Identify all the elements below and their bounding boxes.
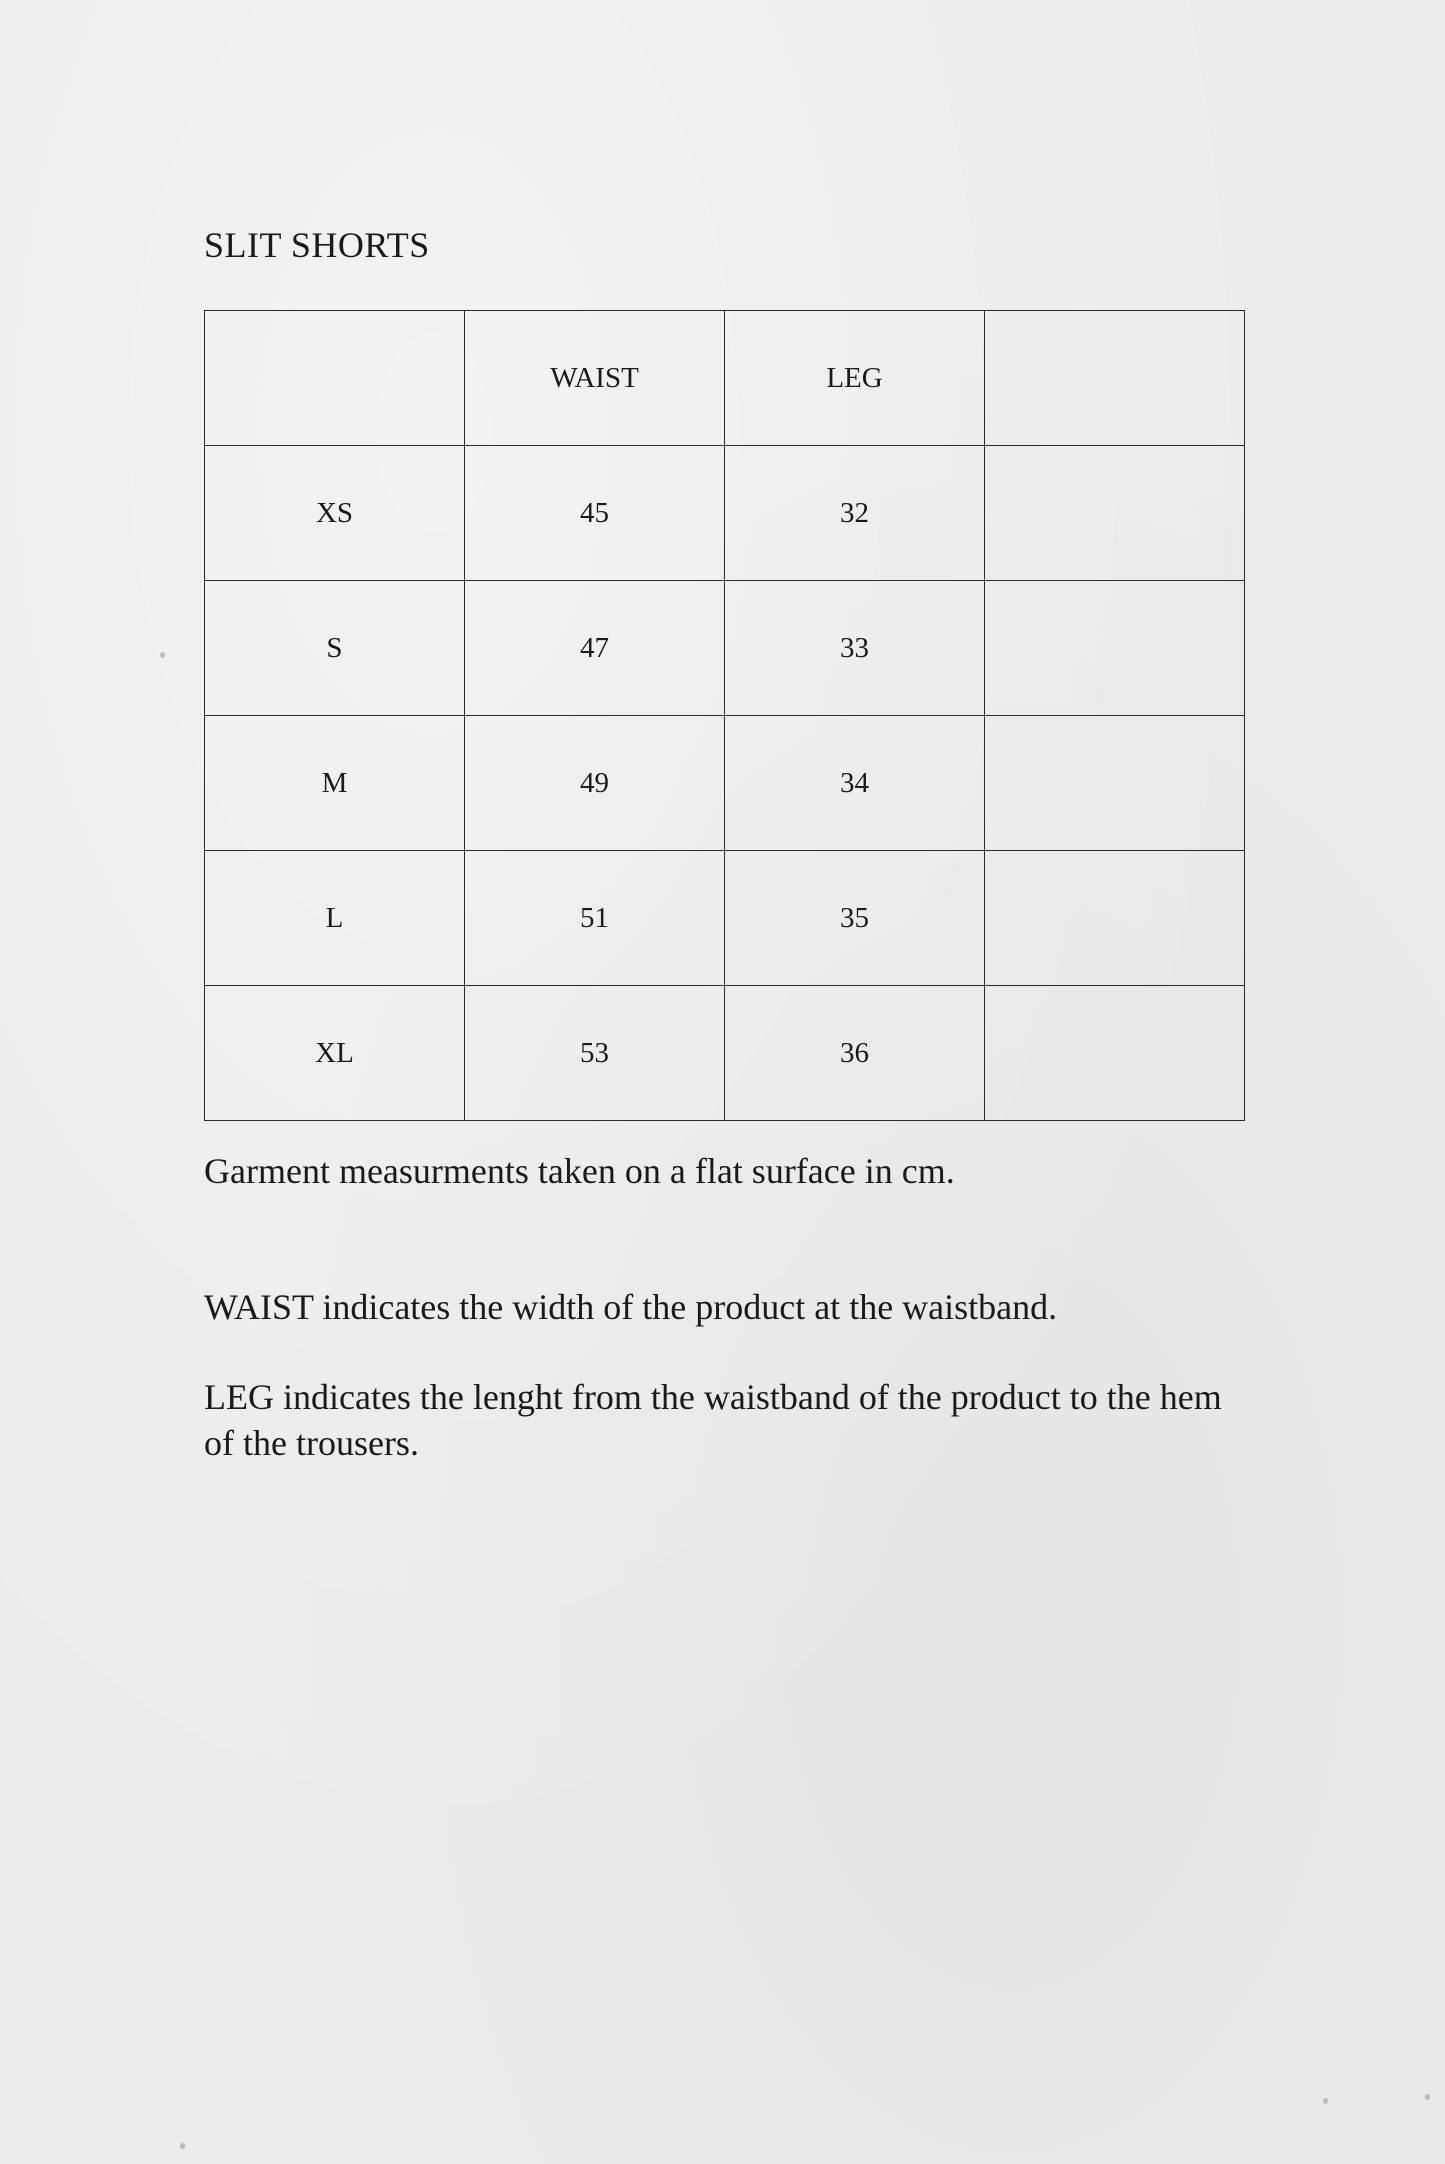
notes-section — [204, 1148, 1244, 1466]
empty-cell — [985, 851, 1245, 986]
waist-cell: 53 — [465, 986, 725, 1121]
leg-cell: 34 — [725, 716, 985, 851]
paper-speck — [160, 652, 165, 658]
table-header-row — [205, 311, 1245, 446]
leg-cell: 32 — [725, 446, 985, 581]
table-row — [205, 851, 1245, 986]
empty-cell — [985, 446, 1245, 581]
empty-cell — [985, 581, 1245, 716]
table-row — [205, 446, 1245, 581]
empty-cell — [985, 986, 1245, 1121]
waist-cell: 47 — [465, 581, 725, 716]
size-cell: L — [205, 851, 465, 986]
paper-speck — [1425, 2094, 1430, 2100]
paper-speck — [180, 2143, 185, 2149]
waist-cell: 45 — [465, 446, 725, 581]
header-empty-cell — [985, 311, 1245, 446]
size-table — [204, 310, 1245, 1121]
size-guide-page — [204, 218, 1244, 1463]
waist-cell: 51 — [465, 851, 725, 986]
waist-definition: WAIST indicates the width of the product at the waistband. — [204, 1287, 1058, 1327]
size-cell: XL — [205, 986, 465, 1121]
page-title: SLIT SHORTS — [204, 225, 430, 265]
table-row — [205, 716, 1245, 851]
size-cell: M — [205, 716, 465, 851]
paper-speck — [1323, 2098, 1328, 2104]
empty-cell — [985, 716, 1245, 851]
header-leg-cell: LEG — [725, 311, 985, 446]
table-row — [205, 986, 1245, 1121]
header-waist-cell: WAIST — [465, 311, 725, 446]
measurement-note: Garment measurments taken on a flat surface in cm. — [204, 1151, 955, 1191]
size-cell: XS — [205, 446, 465, 581]
size-cell: S — [205, 581, 465, 716]
leg-definition: LEG indicates the lenght from the waistband of the product to the hem of the trousers. — [204, 1377, 1222, 1463]
table-row — [205, 581, 1245, 716]
leg-cell: 36 — [725, 986, 985, 1121]
header-size-cell — [205, 311, 465, 446]
waist-cell: 49 — [465, 716, 725, 851]
leg-cell: 33 — [725, 581, 985, 716]
leg-cell: 35 — [725, 851, 985, 986]
